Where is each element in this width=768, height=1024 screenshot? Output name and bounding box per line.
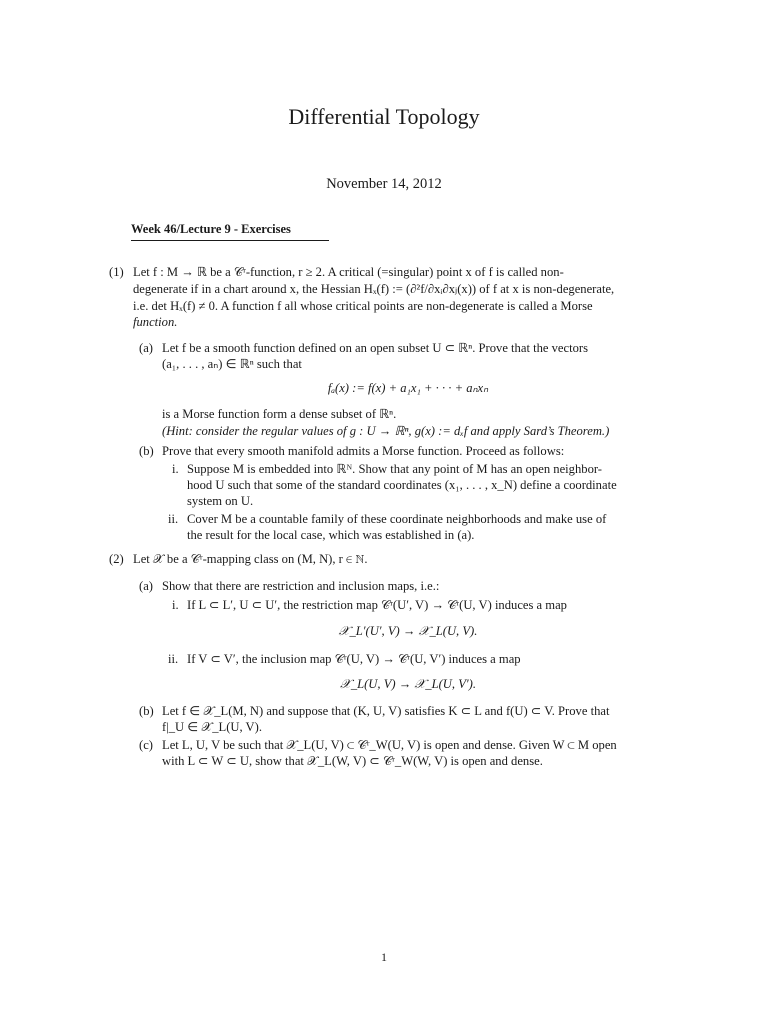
exercise-2a-ii-text: If V ⊂ V′, the inclusion map 𝒞ʳ(U, V) → 𝒞ʳ(U, V′) induces a map: [187, 652, 521, 666]
exercise-1b-i-line: Suppose M is embedded into ℝᴺ. Show that any point of M has an open neighbor-: [187, 462, 602, 476]
heading-underline: [131, 240, 329, 241]
exercise-1a-after: is a Morse function form a dense subset of ℝⁿ.: [162, 407, 397, 421]
exercise-1-number: (1): [109, 265, 124, 279]
exercise-2a-i-text: If L ⊂ L′, U ⊂ U′, the restriction map 𝒞ʳ(U′, V) → 𝒞ʳ(U, V) induces a map: [187, 598, 567, 612]
exercise-2a-i-label: i.: [172, 598, 179, 612]
exercise-1b-text: Prove that every smooth manifold admits a Morse function. Proceed as follows:: [162, 444, 565, 458]
exercise-1a-line: (a₁, . . . , aₙ) ∈ ℝⁿ such that: [162, 357, 302, 371]
exercise-2a-ii-label: ii.: [168, 652, 179, 666]
page-number: 1: [381, 950, 387, 964]
exercise-2c-label: (c): [139, 738, 153, 752]
exercise-1a-label: (a): [139, 341, 153, 355]
exercise-2b-label: (b): [139, 704, 154, 718]
exercise-1a-equation: fₐ(x) := f(x) + a₁x₁ + · · · + aₙxₙ: [327, 381, 489, 395]
exercise-2a-ii-equation: 𝒳_L(U, V) → 𝒳_L(U, V′).: [339, 677, 476, 691]
exercise-1-intro-line: function.: [133, 315, 178, 329]
exercise-1-intro-line: degenerate if in a chart around x, the Hessian Hₓ(f) := (∂²f/∂xᵢ∂xⱼ(x)) of f at x is non-degenerate,: [133, 282, 615, 296]
exercise-1-intro-line: i.e. det Hₓ(f) ≠ 0. A function f all whose critical points are non-degenerate is called a Morse: [133, 299, 593, 313]
exercise-1b-i-label: i.: [172, 462, 179, 476]
exercise-1b-label: (b): [139, 444, 154, 458]
exercise-1b-ii-line: Cover M be a countable family of these coordinate neighborhoods and make use of: [187, 512, 607, 526]
exercise-2a-label: (a): [139, 579, 153, 593]
exercise-1b-ii-label: ii.: [168, 512, 179, 526]
exercise-2c-line: Let L, U, V be such that 𝒳_L(U, V) ⊂ 𝒞ʳ_W(U, V) is open and dense. Given W ⊂ M open: [162, 738, 617, 752]
section-heading: Week 46/Lecture 9 - Exercises: [131, 222, 291, 236]
exercise-1b-ii-line: the result for the local case, which was established in (a).: [187, 528, 475, 542]
exercise-1a-line: Let f be a smooth function defined on an open subset U ⊂ ℝⁿ. Prove that the vectors: [162, 341, 588, 355]
exercise-1a-hint: (Hint: consider the regular values of g : U → ℝⁿ, g(x) := dₓf and apply Sard’s Theorem.): [162, 424, 610, 438]
exercise-2b-line: Let f ∈ 𝒳_L(M, N) and suppose that (K, U, V) satisfies K ⊂ L and f(U) ⊂ V. Prove that: [162, 704, 610, 718]
exercise-1b-i-line: system on U.: [187, 494, 254, 508]
exercise-2-intro: Let 𝒳 be a 𝒞ʳ-mapping class on (M, N), r ∈ ℕ.: [133, 552, 368, 566]
exercise-1b-i-line: hood U such that some of the standard coordinates (x₁, . . . , x_N) define a coordinate: [187, 478, 617, 492]
exercise-1-intro-line: Let f : M → ℝ be a 𝒞ʳ-function, r ≥ 2. A critical (=singular) point x of f is called non-: [133, 265, 564, 279]
exercise-2b-line: f|_U ∈ 𝒳_L(U, V).: [162, 720, 262, 734]
document-date: November 14, 2012: [326, 176, 442, 192]
exercise-2c-line: with L ⊂ W ⊂ U, show that 𝒳_L(W, V) ⊂ 𝒞ʳ_W(W, V) is open and dense.: [162, 754, 543, 768]
exercise-2a-i-equation: 𝒳_L′(U′, V) → 𝒳_L(U, V).: [338, 624, 478, 638]
exercise-2a-text: Show that there are restriction and inclusion maps, i.e.:: [162, 579, 440, 593]
document-title: Differential Topology: [288, 104, 480, 129]
exercise-2-number: (2): [109, 552, 124, 566]
